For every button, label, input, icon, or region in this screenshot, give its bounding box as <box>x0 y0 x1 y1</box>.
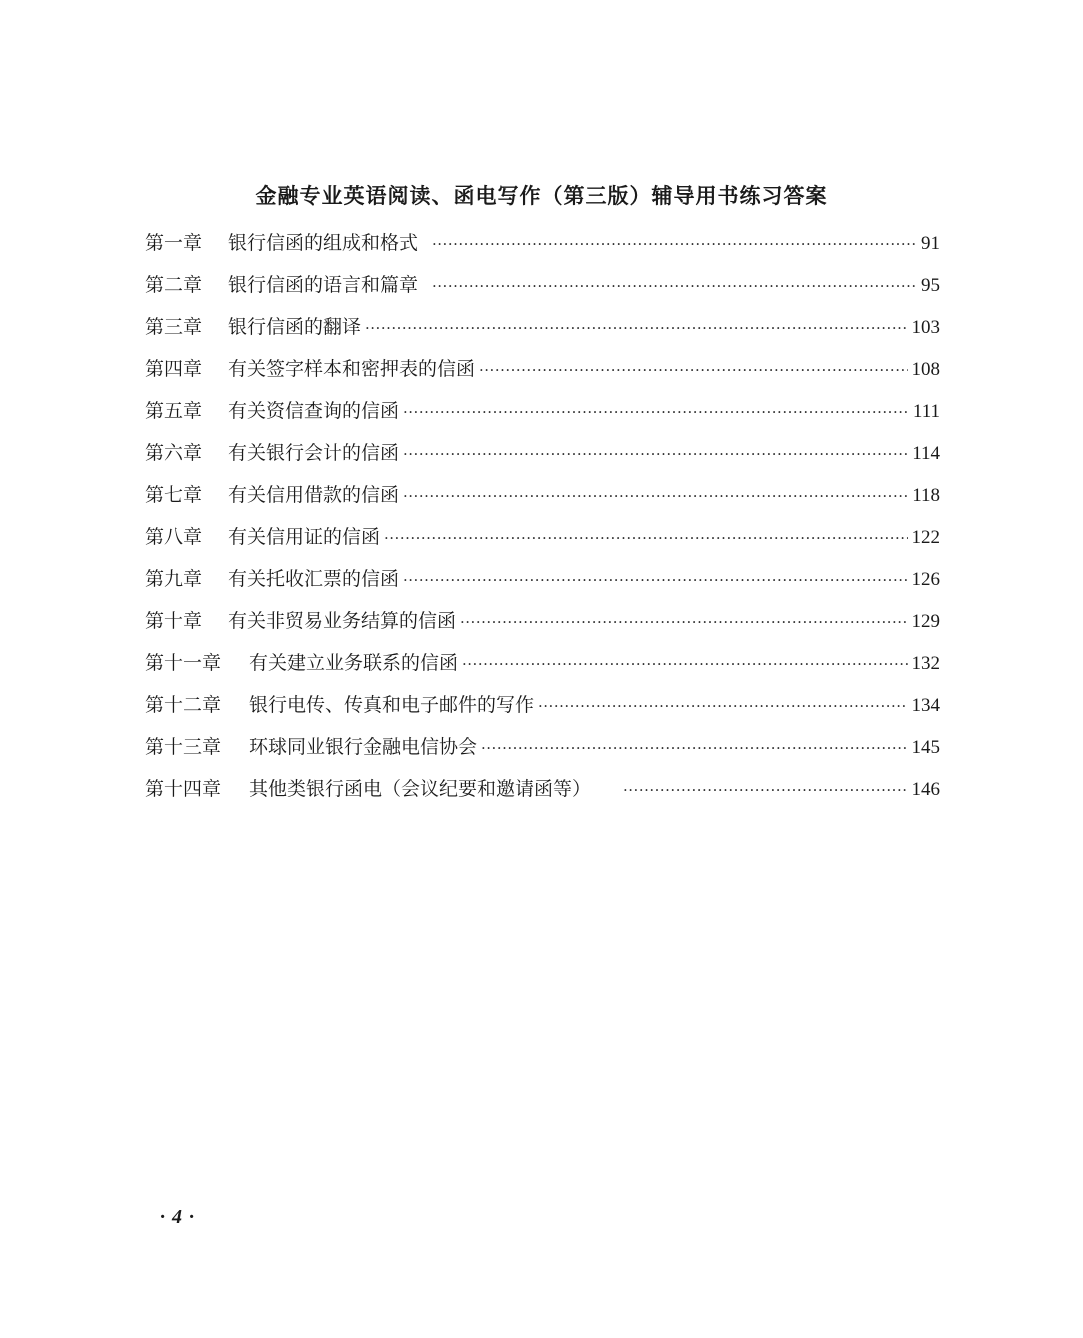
toc-entry <box>145 642 940 684</box>
toc-dot-leader <box>403 391 909 433</box>
toc-page-number: 122 <box>911 527 940 548</box>
toc-entry <box>145 348 940 390</box>
toc-dot-leader <box>481 727 907 769</box>
toc-page-number: 129 <box>911 611 940 632</box>
toc-chapter-title: 有关签字样本和密押表的信函 <box>228 358 476 380</box>
toc-entry <box>145 390 940 432</box>
toc-chapter-title: 银行信函的翻译 <box>228 316 362 338</box>
toc-entry <box>145 726 940 768</box>
toc-chapter-title: 银行电传、传真和电子邮件的写作 <box>249 694 535 716</box>
toc-page-number: 145 <box>911 737 940 758</box>
toc-entry <box>145 222 940 264</box>
toc-dot-leader <box>462 643 907 685</box>
toc-chapter-title: 有关银行会计的信函 <box>228 442 400 464</box>
toc-chapter-title: 其他类银行函电（会议纪要和邀请函等） <box>249 778 592 800</box>
table-of-contents <box>145 222 940 810</box>
toc-page-number: 132 <box>911 653 940 674</box>
toc-chapter-title: 有关托收汇票的信函 <box>228 568 400 590</box>
toc-page-number: 91 <box>921 233 940 254</box>
toc-dot-leader <box>403 559 907 601</box>
toc-dot-leader <box>479 349 907 391</box>
toc-page-number: 146 <box>911 779 940 800</box>
toc-chapter-number: 第九章 <box>145 568 203 590</box>
toc-chapter-number: 第四章 <box>145 358 203 380</box>
toc-entry <box>145 264 940 306</box>
toc-chapter-title: 有关信用证的信函 <box>228 526 381 548</box>
toc-chapter-title: 有关资信查询的信函 <box>228 400 400 422</box>
toc-entry <box>145 306 940 348</box>
toc-page-number: 134 <box>911 695 940 716</box>
toc-chapter-title: 有关建立业务联系的信函 <box>249 652 459 674</box>
toc-page-number: 118 <box>912 485 940 506</box>
toc-dot-leader <box>623 769 907 811</box>
toc-page-number: 126 <box>911 569 940 590</box>
toc-chapter-title: 银行信函的组成和格式 <box>228 232 419 254</box>
toc-entry <box>145 432 940 474</box>
toc-chapter-number: 第五章 <box>145 400 203 422</box>
toc-dot-leader <box>432 223 917 265</box>
toc-page-number: 114 <box>912 443 940 464</box>
toc-chapter-number: 第十四章 <box>145 778 222 800</box>
toc-entry <box>145 474 940 516</box>
toc-page-number: 95 <box>921 275 940 296</box>
toc-dot-leader <box>538 685 907 727</box>
toc-page-number: 108 <box>911 359 940 380</box>
toc-dot-leader <box>460 601 907 643</box>
toc-dot-leader <box>403 433 908 475</box>
toc-chapter-number: 第八章 <box>145 526 203 548</box>
toc-entry <box>145 600 940 642</box>
toc-chapter-number: 第十二章 <box>145 694 222 716</box>
document-title: 金融专业英语阅读、函电写作（第三版）辅导用书练习答案 <box>255 184 828 208</box>
toc-page-number: 103 <box>911 317 940 338</box>
toc-chapter-number: 第十一章 <box>145 652 222 674</box>
toc-entry <box>145 516 940 558</box>
toc-chapter-title: 银行信函的语言和篇章 <box>228 274 419 296</box>
toc-entry <box>145 558 940 600</box>
toc-dot-leader <box>432 265 917 307</box>
toc-chapter-title: 有关信用借款的信函 <box>228 484 400 506</box>
toc-dot-leader <box>365 307 907 349</box>
toc-chapter-number: 第十章 <box>145 610 203 632</box>
toc-chapter-title: 有关非贸易业务结算的信函 <box>228 610 457 632</box>
toc-chapter-number: 第一章 <box>145 232 203 254</box>
toc-chapter-title: 环球同业银行金融电信协会 <box>249 736 478 758</box>
toc-dot-leader <box>384 517 907 559</box>
toc-entry <box>145 768 940 810</box>
toc-chapter-number: 第十三章 <box>145 736 222 758</box>
page-number: · 4 · <box>160 1206 195 1228</box>
toc-chapter-number: 第二章 <box>145 274 203 296</box>
toc-chapter-number: 第三章 <box>145 316 203 338</box>
toc-dot-leader <box>403 475 908 517</box>
toc-chapter-number: 第六章 <box>145 442 203 464</box>
toc-entry <box>145 684 940 726</box>
toc-chapter-number: 第七章 <box>145 484 203 506</box>
toc-page-number: 111 <box>912 401 940 422</box>
